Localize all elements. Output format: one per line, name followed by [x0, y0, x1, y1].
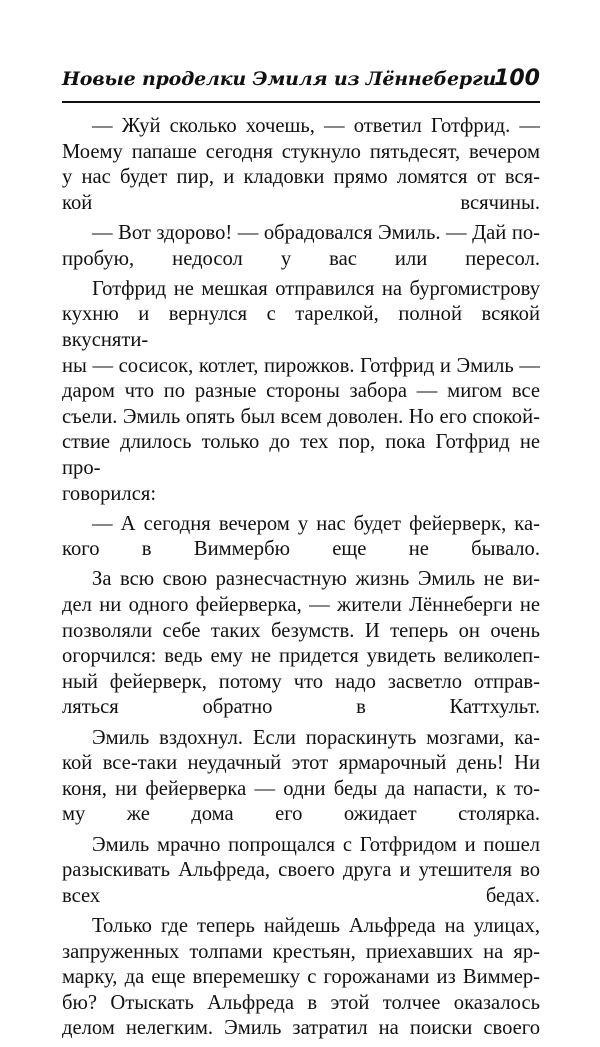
running-title: Новые проделки Эмиля из Лённеберги — [62, 68, 497, 90]
paragraph-1: — Жуй сколько хочешь, — ответил Готфрид. — Моему папаше сегодня стукнуло пятьдесят, вечером у нас будет пир, и кладовки прямо ломятся от вся- кой всячины. — [62, 115, 540, 214]
paragraph-4: — А сегодня вечером у нас будет фейерверк, ка- кого в Виммербю еще не бывало. — [62, 512, 540, 561]
body-text — [62, 114, 540, 1047]
paragraph-2: — Вот здорово! — обрадовался Эмиль. — Дай по- пробую, недосол у вас или пересол. — [62, 221, 540, 270]
paragraph-5: За всю свою разнесчастную жизнь Эмиль не ви- дел ни одного фейерверка, — жители Лённеберги не позволяли себе таких безумств. И теперь он очень огорчился: ведь ему не придется увидеть великолеп- ный фейерверк, потому что надо засветло отправ- ляться обратно в Каттхульт. — [62, 568, 540, 719]
running-head — [62, 64, 540, 100]
paragraph-8: Только где теперь найдешь Альфреда на улицах, запруженных толпами крестьян, приехавших на яр- марку, да еще вперемешку с горожанами из Виммер- бю? Отыскать Альфреда в этой толчее оказалось делом нелегким. Эмиль затратил на поиски своего — [62, 914, 540, 1040]
page-number: 100 — [494, 66, 540, 91]
paragraph-7: Эмиль мрачно попрощался с Готфридом и пошел разыскивать Альфреда, своего друга и утешителя во всех бедах. — [62, 833, 540, 907]
header-rule — [62, 101, 540, 103]
paragraph-3: Готфрид не мешкая отправился на бургомистрову кухню и вернулся с тарелкой, полной всякой вкусняти- ны — сосисок, котлет, пирожков. Готфрид и Эмиль — даром что по разные стороны забора — мигом все съели. Эмиль опять был всем доволен. Но его спокой- ствие длилось только до тех пор, пока Готфрид не про- говорился: — [62, 277, 540, 505]
paragraph-6: Эмиль вздохнул. Если пораскинуть мозгами, ка- кой все-таки неудачный этот ярмарочный день! Ни коня, ни фейерверка — одни беды да напасти, к то- му же дома его ожидает столярка. — [62, 726, 540, 826]
